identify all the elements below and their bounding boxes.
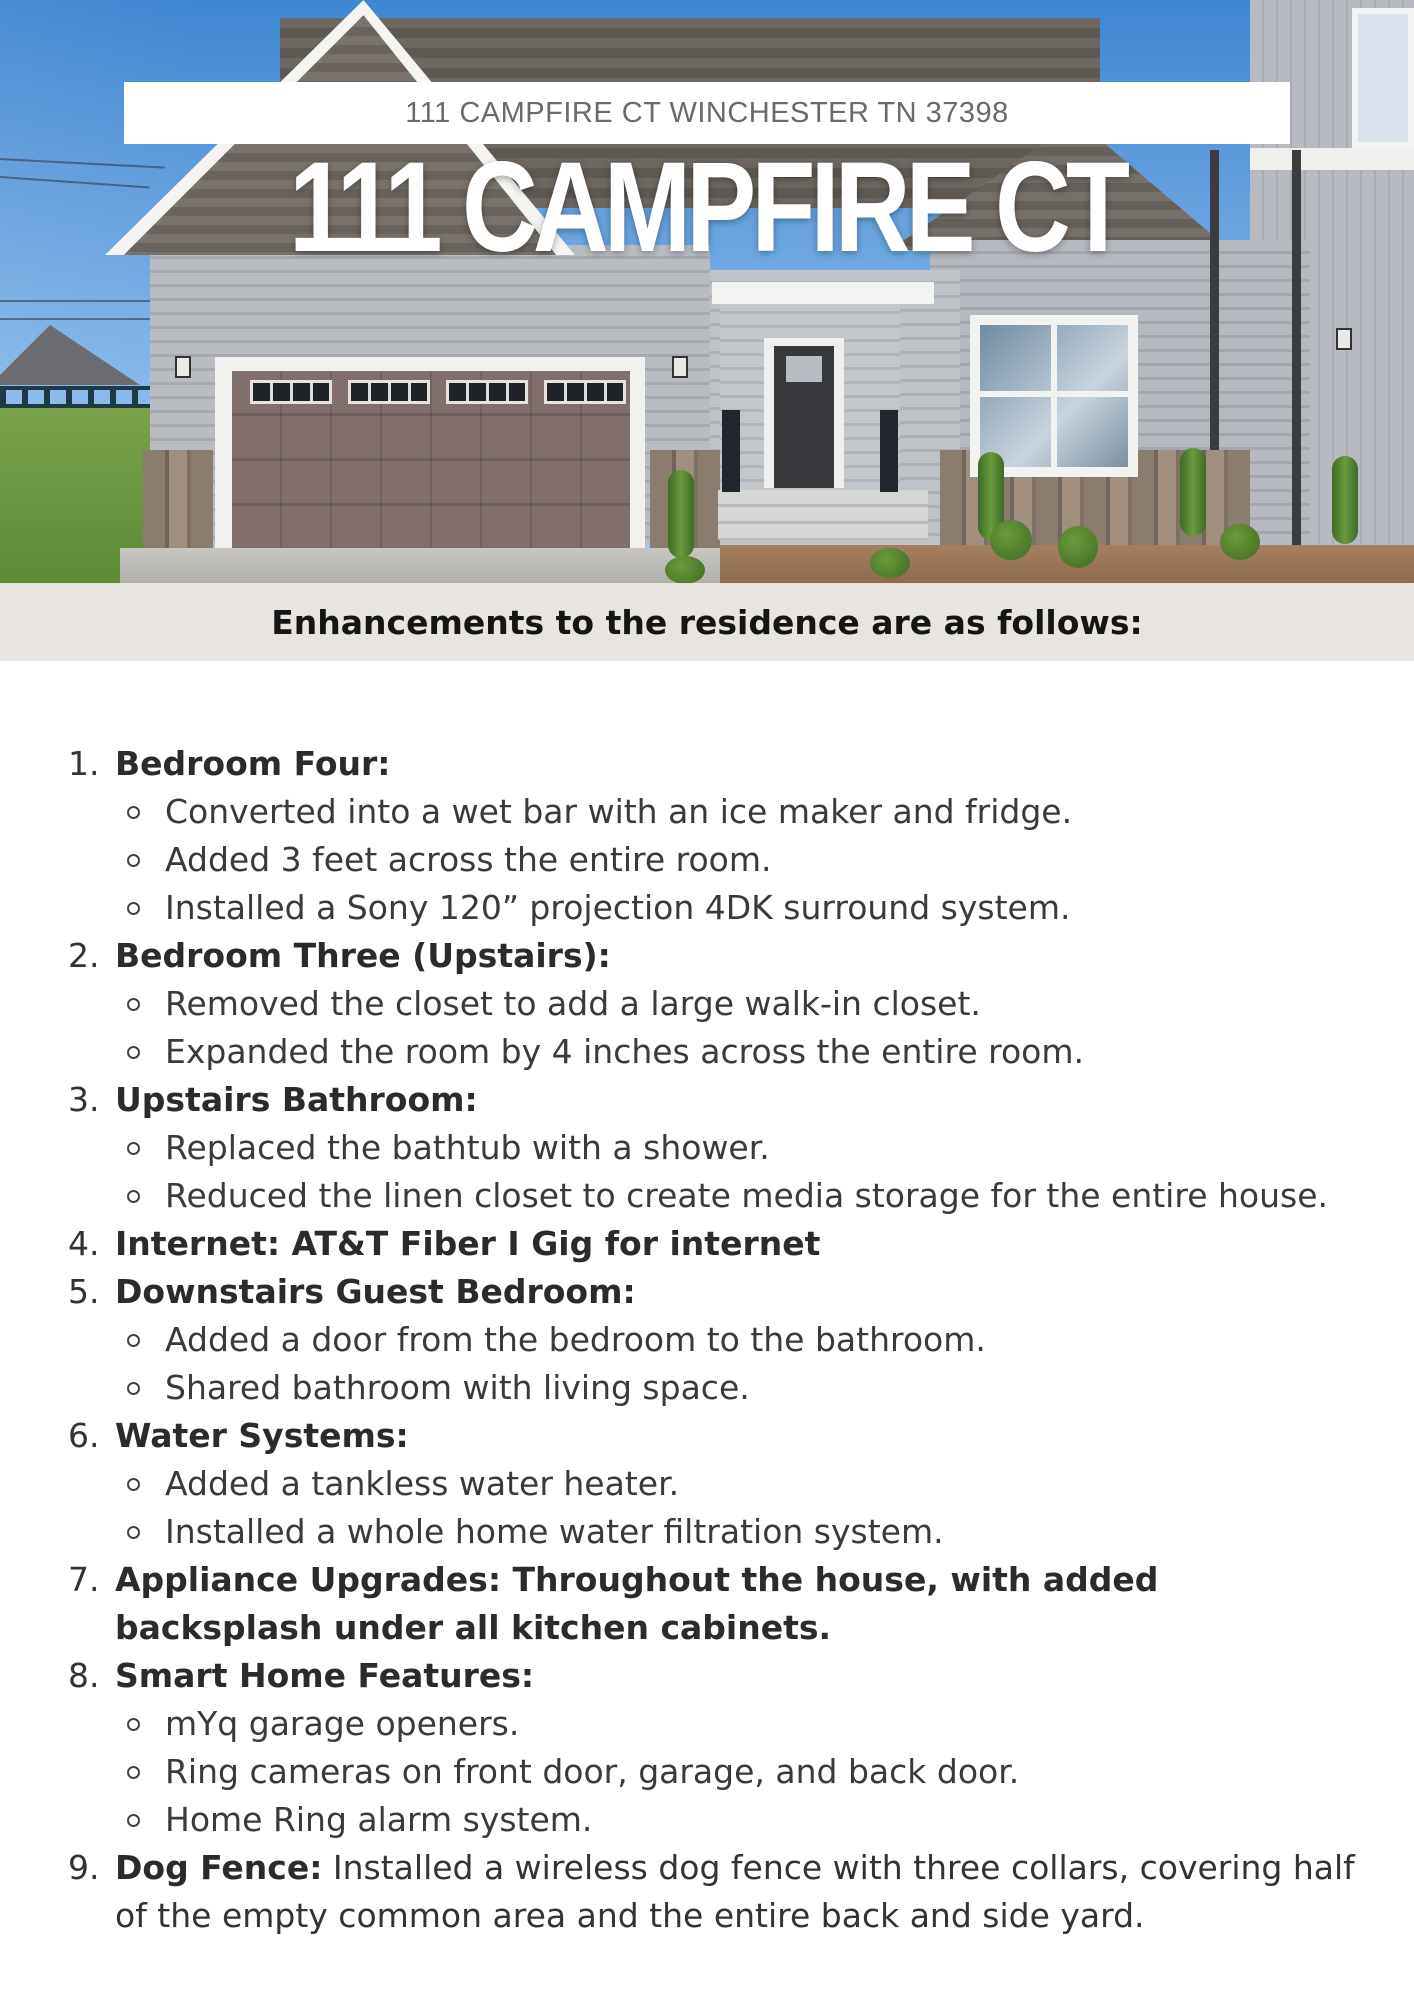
sub-list-item — [115, 884, 1368, 932]
list-item — [68, 1076, 1368, 1220]
circle-bullet-icon — [127, 1334, 140, 1347]
item-number: 1. — [68, 744, 100, 783]
circle-bullet-icon — [127, 1766, 140, 1779]
sub-item-text: Replaced the bathtub with a shower. — [165, 1128, 770, 1167]
item-number: 3. — [68, 1080, 100, 1119]
porch-sign — [722, 410, 740, 492]
sub-list-item — [115, 1460, 1368, 1508]
item-number: 7. — [68, 1560, 100, 1599]
shrub — [1058, 526, 1098, 568]
item-number: 6. — [68, 1416, 100, 1455]
list-item — [68, 932, 1368, 1076]
sub-list-item — [115, 1796, 1368, 1844]
address-box — [124, 82, 1290, 144]
sub-list — [115, 980, 1368, 1076]
sub-item-text: Converted into a wet bar with an ice maker and fridge. — [165, 792, 1073, 831]
list-item — [68, 1268, 1368, 1412]
shrub — [990, 520, 1032, 560]
shrub — [1180, 448, 1206, 536]
fence — [0, 386, 160, 408]
item-number: 2. — [68, 936, 100, 975]
circle-bullet-icon — [127, 1142, 140, 1155]
page-title: 111 CAMPFIRE CT — [288, 136, 1126, 279]
wall-lamp — [175, 356, 191, 378]
circle-bullet-icon — [127, 998, 140, 1011]
porch-beam — [712, 282, 934, 304]
sub-item-text: Installed a Sony 120” projection 4DK surround system. — [165, 888, 1071, 927]
item-label: Water Systems: — [115, 1416, 409, 1455]
item-label: Bedroom Four: — [115, 744, 391, 783]
item-label: Bedroom Three (Upstairs): — [115, 936, 611, 975]
upper-window — [1352, 8, 1414, 148]
item-number: 9. — [68, 1848, 100, 1887]
sub-list-item — [115, 1508, 1368, 1556]
sub-list-item — [115, 1124, 1368, 1172]
circle-bullet-icon — [127, 902, 140, 915]
sub-list-item — [115, 1172, 1368, 1220]
garage-window — [446, 380, 528, 404]
sub-list — [115, 1124, 1368, 1220]
item-number: 5. — [68, 1272, 100, 1311]
sub-list-item — [115, 1700, 1368, 1748]
sub-item-text: Added 3 feet across the entire room. — [165, 840, 772, 879]
sub-list — [115, 1316, 1368, 1412]
porch-steps — [718, 490, 928, 540]
list-item — [68, 1220, 1368, 1268]
sub-list-item — [115, 1028, 1368, 1076]
circle-bullet-icon — [127, 806, 140, 819]
section-heading: Enhancements to the residence are as follows: — [271, 602, 1143, 642]
shrub — [1332, 456, 1358, 544]
circle-bullet-icon — [127, 1718, 140, 1731]
list-item — [68, 1844, 1368, 1940]
sub-item-text: mYq garage openers. — [165, 1704, 520, 1743]
hero-house-photo — [0, 0, 1414, 583]
sub-list-item — [115, 1748, 1368, 1796]
item-description: Installed a wireless dog fence with three collars, covering half of the empty common area and the entire back and side yard. — [115, 1848, 1355, 1935]
item-label: Dog Fence: — [115, 1848, 323, 1887]
sub-list — [115, 1460, 1368, 1556]
circle-bullet-icon — [127, 854, 140, 867]
sub-list-item — [115, 1316, 1368, 1364]
wall-lamp — [1336, 328, 1352, 350]
sub-item-text: Shared bathroom with living space. — [165, 1368, 750, 1407]
item-label: Smart Home Features: — [115, 1656, 535, 1695]
sub-item-text: Added a tankless water heater. — [165, 1464, 680, 1503]
circle-bullet-icon — [127, 1814, 140, 1827]
enhancements-list — [68, 740, 1368, 1940]
wall-lamp — [672, 356, 688, 378]
list-item — [68, 1556, 1368, 1652]
address-line: 111 CAMPFIRE CT WINCHESTER TN 37398 — [405, 96, 1009, 129]
circle-bullet-icon — [127, 1190, 140, 1203]
door-glass — [786, 356, 822, 382]
front-window — [980, 325, 1128, 467]
sub-list — [115, 788, 1368, 932]
item-label: Appliance Upgrades: Throughout the house, with added backsplash under all kitchen cabinets. — [115, 1560, 1159, 1647]
power-line — [0, 300, 150, 302]
item-label: Downstairs Guest Bedroom: — [115, 1272, 636, 1311]
sub-list — [115, 1700, 1368, 1844]
sub-list-item — [115, 788, 1368, 836]
stone-veneer — [143, 450, 213, 550]
downspout — [1292, 150, 1301, 550]
sub-item-text: Removed the closet to add a large walk-in closet. — [165, 984, 981, 1023]
list-item — [68, 1412, 1368, 1556]
circle-bullet-icon — [127, 1382, 140, 1395]
circle-bullet-icon — [127, 1478, 140, 1491]
sub-list-item — [115, 1364, 1368, 1412]
sub-item-text: Ring cameras on front door, garage, and back door. — [165, 1752, 1020, 1791]
circle-bullet-icon — [127, 1046, 140, 1059]
item-number: 8. — [68, 1656, 100, 1695]
sub-item-text: Home Ring alarm system. — [165, 1800, 593, 1839]
list-item — [68, 740, 1368, 932]
sub-item-text: Installed a whole home water filtration system. — [165, 1512, 944, 1551]
circle-bullet-icon — [127, 1526, 140, 1539]
sub-list-item — [115, 980, 1368, 1028]
list-item — [68, 1652, 1368, 1844]
porch-sign — [880, 410, 898, 492]
item-label: Internet: AT&T Fiber I Gig for internet — [115, 1224, 821, 1263]
shrub — [665, 556, 705, 583]
item-label: Upstairs Bathroom: — [115, 1080, 478, 1119]
power-line — [0, 318, 150, 320]
sub-item-text: Reduced the linen closet to create media storage for the entire house. — [165, 1176, 1328, 1215]
item-number: 4. — [68, 1224, 100, 1263]
sub-item-text: Expanded the room by 4 inches across the entire room. — [165, 1032, 1084, 1071]
sub-item-text: Added a door from the bedroom to the bathroom. — [165, 1320, 986, 1359]
shrub — [1220, 524, 1260, 560]
shrub — [870, 548, 910, 578]
sub-list-item — [115, 836, 1368, 884]
garage-window — [544, 380, 626, 404]
garage-window — [250, 380, 332, 404]
shrub — [668, 470, 694, 558]
section-heading-band — [0, 583, 1414, 661]
garage-window — [348, 380, 430, 404]
